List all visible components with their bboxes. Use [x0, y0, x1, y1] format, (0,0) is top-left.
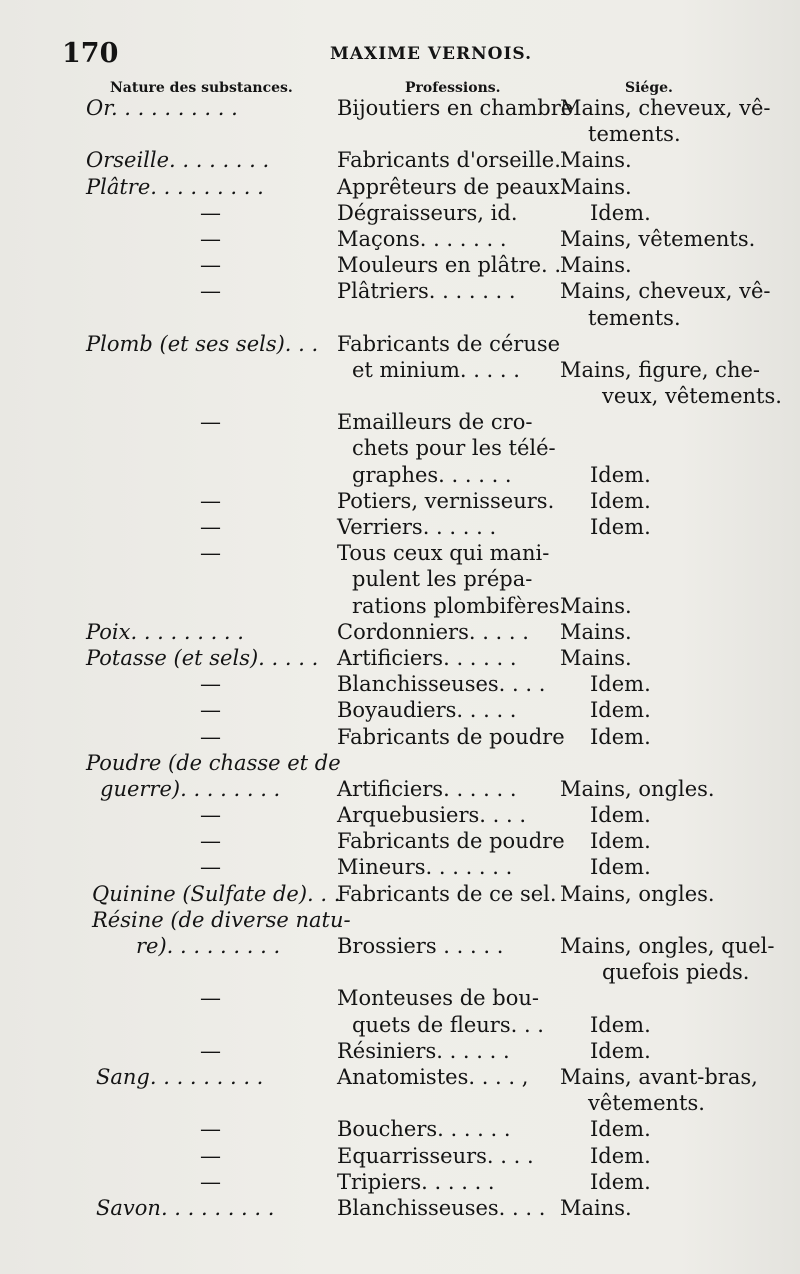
profession-cell: Anatomistes. . . . , — [337, 1064, 529, 1089]
siege-cell: Idem. — [590, 200, 651, 225]
siege-cell: Idem. — [590, 803, 651, 828]
siege-cell: Idem. — [590, 1143, 651, 1168]
ditto-dash: — — [200, 410, 221, 435]
table-row — [0, 409, 800, 435]
substances-table — [0, 95, 800, 1221]
substance-cell: Or. . . . . . . . . . — [86, 96, 238, 120]
siege-cell: Idem. — [590, 488, 651, 513]
siege-cell: Idem. — [590, 672, 651, 697]
column-header-professions: Professions. — [405, 80, 501, 96]
ditto-dash: — — [200, 1038, 221, 1063]
profession-cell: Apprêteurs de peaux. — [337, 174, 567, 199]
siege-cell: quefois pieds. — [602, 960, 750, 985]
substance-cell: Poix. . . . . . . . . — [86, 619, 244, 644]
substance-cell: Poudre (de chasse et de — [86, 750, 341, 775]
page-number: 170 — [62, 38, 119, 69]
table-row — [0, 619, 800, 645]
table-row — [0, 514, 800, 540]
profession-cell: rations plombifères. — [352, 593, 567, 618]
siege-cell: Mains. — [560, 174, 632, 199]
substance-cell: guerre). . . . . . . . — [100, 776, 281, 801]
table-row — [0, 959, 800, 985]
siege-cell: Idem. — [590, 1169, 651, 1194]
profession-cell: graphes. . . . . . — [352, 462, 512, 487]
substance-cell: Résine (de diverse natu- — [92, 907, 351, 932]
substance-cell: Orseille. . . . . . . . — [86, 148, 270, 173]
table-row — [0, 1064, 800, 1090]
profession-cell: et minium. . . . . — [352, 357, 520, 382]
siege-cell: Idem. — [590, 698, 651, 723]
table-row — [0, 305, 800, 331]
profession-cell: Emailleurs de cro- — [337, 410, 533, 435]
ditto-dash: — — [200, 724, 221, 749]
table-row — [0, 1195, 800, 1221]
ditto-dash: — — [200, 279, 221, 304]
ditto-dash: — — [200, 1117, 221, 1142]
profession-cell: Mouleurs en plâtre. . — [337, 253, 562, 278]
ditto-dash: — — [200, 672, 221, 697]
ditto-dash: — — [200, 986, 221, 1011]
siege-cell: Mains. — [560, 1195, 632, 1220]
profession-cell: Blanchisseuses. . . . — [337, 1195, 546, 1220]
siege-cell: Mains, cheveux, vê- — [560, 279, 771, 304]
siege-cell: Mains. — [560, 253, 632, 278]
substance-cell: Quinine (Sulfate de). . . — [92, 881, 341, 906]
siege-cell: Mains. — [560, 148, 632, 173]
table-row — [0, 174, 800, 200]
profession-cell: Résiniers. . . . . . — [337, 1038, 510, 1063]
ditto-dash: — — [200, 488, 221, 513]
siege-cell: Idem. — [590, 724, 651, 749]
profession-cell: Tous ceux qui mani- — [337, 541, 550, 566]
profession-cell: Tripiers. . . . . . — [337, 1169, 495, 1194]
profession-cell: Bijoutiers en chambre — [337, 96, 574, 120]
siege-cell: veux, vêtements. — [602, 384, 782, 409]
table-row — [0, 1012, 800, 1038]
table-row — [0, 147, 800, 173]
ditto-dash: — — [200, 200, 221, 225]
ditto-dash: — — [200, 515, 221, 539]
table-row — [0, 671, 800, 697]
table-row — [0, 645, 800, 671]
table-row — [0, 383, 800, 409]
table-row — [0, 985, 800, 1011]
substance-cell: Sang. . . . . . . . . — [96, 1064, 264, 1089]
table-row — [0, 252, 800, 278]
table-row — [0, 121, 800, 147]
profession-cell: Equarrisseurs. . . . — [337, 1143, 534, 1168]
profession-cell: Fabricants de poudre — [337, 724, 565, 749]
siege-cell: vêtements. — [588, 1091, 705, 1116]
table-row — [0, 200, 800, 226]
table-row — [0, 593, 800, 619]
profession-cell: chets pour les télé- — [352, 436, 556, 461]
table-row — [0, 278, 800, 304]
table-row — [0, 95, 800, 121]
siege-cell: Mains, vêtements. — [560, 226, 756, 251]
table-row — [0, 907, 800, 933]
profession-cell: Maçons. . . . . . . — [337, 226, 507, 251]
siege-cell: Idem. — [590, 462, 651, 487]
ditto-dash: — — [200, 541, 221, 566]
profession-cell: Brossiers . . . . . — [337, 934, 504, 958]
siege-cell: tements. — [588, 305, 681, 330]
siege-cell: Mains, figure, che- — [560, 357, 760, 382]
siege-cell: Idem. — [590, 829, 651, 854]
profession-cell: Artificiers. . . . . . — [337, 776, 517, 801]
table-row — [0, 226, 800, 252]
table-row — [0, 331, 800, 357]
table-row — [0, 776, 800, 802]
profession-cell: Bouchers. . . . . . — [337, 1117, 511, 1142]
siege-cell: Idem. — [590, 1117, 651, 1142]
table-row — [0, 828, 800, 854]
profession-cell: Fabricants d'orseille. — [337, 148, 561, 173]
ditto-dash: — — [200, 253, 221, 278]
profession-cell: pulent les prépa- — [352, 567, 533, 592]
table-row — [0, 435, 800, 461]
profession-cell: Blanchisseuses. . . . — [337, 672, 546, 697]
siege-cell: Idem. — [590, 1012, 651, 1037]
table-row — [0, 802, 800, 828]
siege-cell: Mains, cheveux, vê- — [560, 96, 771, 120]
column-header-siege: Siége. — [625, 80, 673, 96]
siege-cell: Idem. — [590, 515, 651, 539]
substance-cell: Plâtre. . . . . . . . . — [86, 174, 264, 199]
siege-cell: Mains, ongles. — [560, 776, 715, 801]
table-row — [0, 724, 800, 750]
table-row — [0, 854, 800, 880]
profession-cell: Plâtriers. . . . . . . — [337, 279, 516, 304]
profession-cell: Cordonniers. . . . . — [337, 619, 529, 644]
running-title: MAXIME VERNOIS. — [330, 44, 533, 64]
table-row — [0, 1038, 800, 1064]
table-row — [0, 1090, 800, 1116]
table-row — [0, 540, 800, 566]
siege-cell: Mains. — [560, 593, 632, 618]
table-row — [0, 488, 800, 514]
ditto-dash: — — [200, 1169, 221, 1194]
siege-cell: Mains, avant-bras, — [560, 1064, 758, 1089]
profession-cell: Fabricants de ce sel. — [337, 881, 557, 906]
substance-cell: Plomb (et ses sels). . . — [86, 331, 319, 356]
profession-cell: Boyaudiers. . . . . — [337, 698, 517, 723]
table-row — [0, 933, 800, 959]
ditto-dash: — — [200, 1143, 221, 1168]
ditto-dash: — — [200, 698, 221, 723]
table-row — [0, 1116, 800, 1142]
ditto-dash: — — [200, 829, 221, 854]
siege-cell: Mains, ongles. — [560, 881, 715, 906]
profession-cell: Monteuses de bou- — [337, 986, 539, 1011]
table-row — [0, 566, 800, 592]
profession-cell: Potiers, vernisseurs. — [337, 488, 555, 513]
siege-cell: Mains. — [560, 645, 632, 670]
table-row — [0, 1169, 800, 1195]
profession-cell: Fabricants de poudre — [337, 829, 565, 854]
ditto-dash: — — [200, 855, 221, 880]
ditto-dash: — — [200, 803, 221, 828]
siege-cell: tements. — [588, 122, 681, 147]
siege-cell: Mains. — [560, 619, 632, 644]
profession-cell: Artificiers. . . . . . — [337, 645, 517, 670]
profession-cell: quets de fleurs. . . — [352, 1012, 544, 1037]
table-row — [0, 1143, 800, 1169]
table-row — [0, 881, 800, 907]
siege-cell: Idem. — [590, 855, 651, 880]
substance-cell: re). . . . . . . . . — [136, 934, 281, 958]
siege-cell: Idem. — [590, 1038, 651, 1063]
column-header-nature: Nature des substances. — [110, 80, 293, 96]
profession-cell: Mineurs. . . . . . . — [337, 855, 513, 880]
substance-cell: Savon. . . . . . . . . — [96, 1195, 275, 1220]
table-row — [0, 357, 800, 383]
profession-cell: Arquebusiers. . . . — [337, 803, 527, 828]
table-row — [0, 462, 800, 488]
table-row — [0, 750, 800, 776]
siege-cell: Mains, ongles, quel- — [560, 934, 775, 958]
ditto-dash: — — [200, 226, 221, 251]
profession-cell: Fabricants de céruse — [337, 331, 561, 356]
profession-cell: Verriers. . . . . . — [337, 515, 497, 539]
profession-cell: Dégraisseurs, id. — [337, 200, 518, 225]
substance-cell: Potasse (et sels). . . . . — [86, 645, 319, 670]
table-row — [0, 697, 800, 723]
